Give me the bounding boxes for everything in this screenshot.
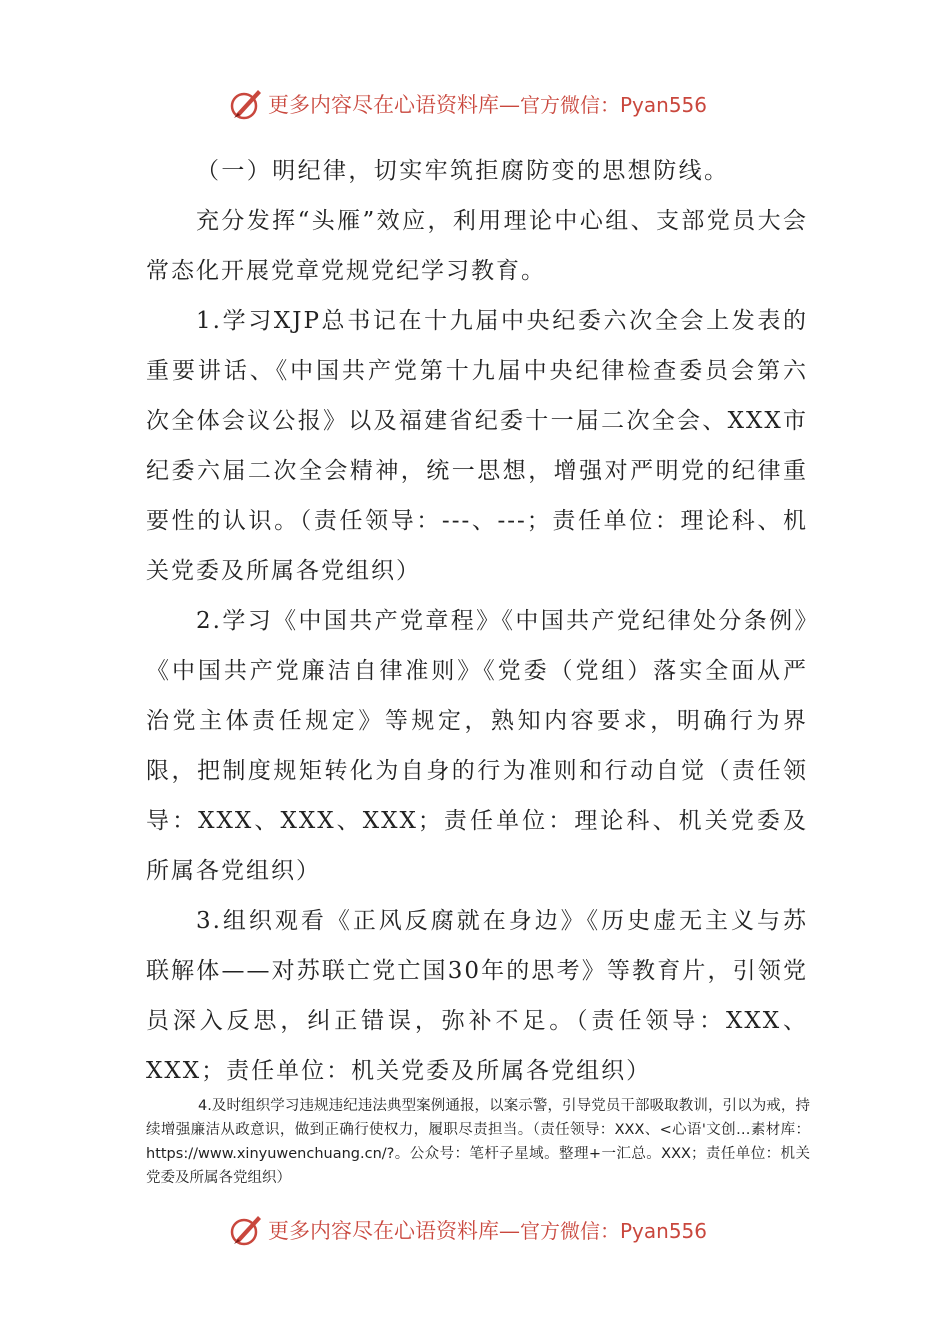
banner-text — [268, 89, 707, 119]
item-1-paragraph: 1.学习XJP总书记在十九届中央纪委六次全会上发表的重要讲话、《中国共产党第十九届中央纪律检查委员会第六次全体会议公报》以及福建省纪委十一届二次全会、XXX市纪委六届二次全会精神，统一思想，增强对严明党的纪律重要性的认识。（责任领导：---、---；责任单位：理论科、机关党委及所属各党组织） — [146, 308, 808, 584]
section-heading: （一）明纪律，切实牢筑拒腐防变的思想防线。 — [196, 158, 730, 184]
banner-title: 更多内容尽在心语资料库 — [268, 93, 499, 117]
banner-dash: — — [499, 93, 520, 117]
banner-title: 更多内容尽在心语资料库 — [268, 1219, 499, 1243]
banner-text — [268, 1215, 707, 1245]
item-2-paragraph: 2.学习《中国共产党章程》《中国共产党纪律处分条例》《中国共产党廉洁自律准则》《党委（党组）落实全面从严治党主体责任规定》等规定，熟知内容要求，明确行为界限，把制度规矩转化为自身的行为准则和行动自觉（责任领导：XXX、XXX、XXX；责任单位：理论科、机关党委及所属各党组织） — [146, 608, 808, 884]
header-banner — [228, 84, 728, 124]
banner-wechat: 官方微信：Pyan556 — [520, 93, 708, 117]
item-3-paragraph: 3.组织观看《正风反腐就在身边》《历史虚无主义与苏联解体——对苏联亡党亡国30年的思考》等教育片，引领党员深入反思，纠正错误，弥补不足。（责任领导：XXX、XXX；责任单位：机关党委及所属各党组织） — [146, 908, 808, 1084]
intro-paragraph: 充分发挥“头雁”效应，利用理论中心组、支部党员大会常态化开展党章党规党纪学习教育。 — [146, 208, 808, 284]
item-4-block — [146, 1094, 810, 1190]
item-4-paragraph: 4.及时组织学习违规违纪违法典型案例通报，以案示警，引导党员干部吸取教训，引以为戒，持续增强廉洁从政意识，做到正确行使权力，履职尽责担当。（责任领导：XXX、<心语'文创…素材库：https://www.xinyuwenchuang.cn/?。公众号：笔杆子星域。整理+一汇总。XXX；责任单位：机关党委及所属各党组织） — [146, 1098, 810, 1186]
pen-logo-icon — [228, 86, 264, 122]
footer-banner — [228, 1210, 728, 1250]
document-body — [146, 146, 808, 1096]
banner-dash: — — [499, 1219, 520, 1243]
pen-logo-icon — [228, 1212, 264, 1248]
banner-wechat: 官方微信：Pyan556 — [520, 1219, 708, 1243]
